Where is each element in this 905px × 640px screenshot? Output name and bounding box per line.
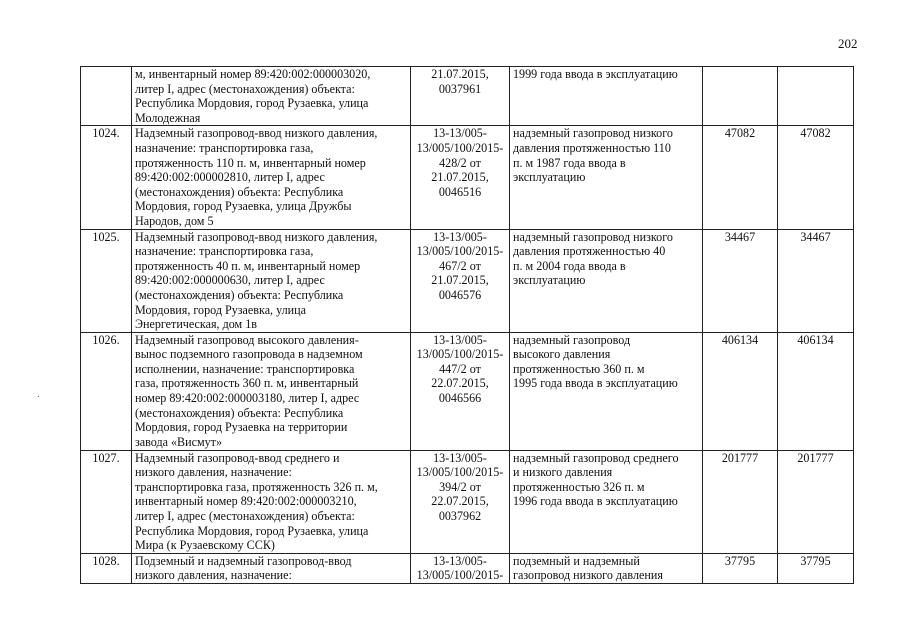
registration-record (411, 229, 510, 332)
object-characteristics-line: протяженностью 326 п. м (513, 479, 645, 494)
object-description-line: номер 89:420:002:000003180, литер I, адрес (135, 391, 360, 406)
object-characteristics-line: эксплуатацию (513, 170, 586, 185)
object-characteristics-line: 1996 года ввода в эксплуатацию (513, 494, 678, 509)
registration-record-line: 21.07.2015, (431, 67, 489, 81)
table-row (81, 450, 854, 553)
object-description-line: (местонахождения) объекта: Республика (135, 405, 344, 420)
table-body (81, 67, 854, 584)
object-characteristics (510, 332, 703, 450)
object-characteristics-line: надземный газопровод низкого (513, 126, 673, 141)
book-value: 406134 (703, 332, 778, 450)
object-description-line: протяженность 110 п. м, инвентарный номер (135, 155, 366, 170)
row-number: 1028. (81, 553, 132, 583)
row-number: 1024. (81, 126, 132, 229)
residual-value: 34467 (778, 229, 854, 332)
page-number: 202 (838, 36, 858, 51)
object-characteristics (510, 229, 703, 332)
object-characteristics-line: протяженностью 360 п. м (513, 361, 645, 376)
row-number: 1025. (81, 229, 132, 332)
registration-record-line: 0046516 (438, 184, 482, 199)
object-characteristics-line: надземный газопровод низкого (513, 229, 673, 244)
book-value: 34467 (703, 229, 778, 332)
table-row (81, 229, 854, 332)
registration-record-line: 0037962 (438, 509, 482, 524)
object-description-line: инвентарный номер 89:420:002:000003210, (135, 494, 357, 509)
object-description-line: назначение: транспортировка газа, (135, 244, 314, 259)
object-description-line: литер I, адрес (местонахождения) объекта: (135, 81, 355, 96)
object-characteristics-line: надземный газопровод среднего (513, 450, 679, 465)
object-description-line: 89:420:002:000002810, литер I, адрес (135, 170, 325, 185)
book-value (703, 67, 778, 126)
residual-value: 201777 (778, 450, 854, 553)
object-description-line: Надземный газопровод-ввод среднего и (135, 450, 340, 465)
object-characteristics-line: газопровод низкого давления (513, 568, 663, 583)
object-description (132, 553, 411, 583)
object-description-line: Республика Мордовия, город Рузаевка, улица (135, 96, 369, 111)
object-description-line: Энергетическая, дом 1в (135, 317, 257, 332)
object-characteristics-line: и низкого давления (513, 465, 613, 480)
table-row (81, 126, 854, 229)
registration-record (411, 553, 510, 583)
object-description (132, 450, 411, 553)
object-description-line: назначение: транспортировка газа, (135, 140, 314, 155)
object-description-line: исполнении, назначение: транспортировка (135, 361, 355, 376)
object-characteristics-line: 1999 года ввода в эксплуатацию (513, 67, 678, 81)
object-characteristics (510, 553, 703, 583)
book-value: 201777 (703, 450, 778, 553)
object-description-line: (местонахождения) объекта: Республика (135, 287, 344, 302)
registration-record-line: 13-13/005- (433, 332, 487, 347)
registration-record-line: 21.07.2015, (431, 170, 489, 185)
object-characteristics-line: надземный газопровод (513, 332, 631, 347)
registration-record (411, 332, 510, 450)
registration-record-line: 467/2 от (439, 258, 481, 273)
object-description-line: Надземный газопровод-ввод низкого давления, (135, 229, 378, 244)
object-description-line: 89:420:002:000000630, литер I, адрес (135, 273, 325, 288)
object-characteristics (510, 67, 703, 126)
object-characteristics-line: высокого давления (513, 347, 611, 362)
residual-value: 37795 (778, 553, 854, 583)
object-description-line: Мордовия, город Рузаевка, улица (135, 302, 306, 317)
object-characteristics (510, 126, 703, 229)
registration-record (411, 67, 510, 126)
object-characteristics (510, 450, 703, 553)
object-description-line: низкого давления, назначение: (135, 568, 292, 583)
registration-record-line: 13/005/100/2015- (416, 140, 504, 155)
registration-record-line: 22.07.2015, (431, 494, 489, 509)
registration-record-line: 0037961 (438, 81, 482, 96)
table-row (81, 553, 854, 583)
book-value: 37795 (703, 553, 778, 583)
object-description-line: м, инвентарный номер 89:420:002:000003020, (135, 67, 371, 81)
registration-record-line: 13/005/100/2015- (416, 347, 504, 362)
object-characteristics-line: п. м 1987 года ввода в (513, 155, 626, 170)
registration-record-line: 428/2 от (439, 155, 481, 170)
registration-record-line: 13/005/100/2015- (416, 465, 504, 480)
object-description-line: Подземный и надземный газопровод-ввод (135, 553, 352, 568)
object-description-line: завода «Висмут» (135, 434, 223, 449)
object-description-line: литер I, адрес (местонахождения) объекта: (135, 509, 355, 524)
row-number (81, 67, 132, 126)
object-description-line: газа, протяженность 360 п. м, инвентарный (135, 376, 359, 391)
registration-record-line: 447/2 от (439, 361, 481, 376)
registration-record (411, 450, 510, 553)
registration-record-line: 13-13/005- (433, 229, 487, 244)
object-description-line: Мордовия, город Рузаевка на территории (135, 420, 348, 435)
object-description-line: (местонахождения) объекта: Республика (135, 184, 344, 199)
object-description-line: Надземный газопровод-ввод низкого давления, (135, 126, 378, 141)
object-characteristics-line: 1995 года ввода в эксплуатацию (513, 376, 678, 391)
object-description-line: Молодежная (135, 110, 201, 125)
object-description (132, 229, 411, 332)
book-value: 47082 (703, 126, 778, 229)
object-description-line: транспортировка газа, протяженность 326 п. м, (135, 479, 378, 494)
table-row (81, 67, 854, 126)
object-description (132, 67, 411, 126)
registration-record-line: 22.07.2015, (431, 376, 489, 391)
object-description-line: протяженность 40 п. м, инвентарный номер (135, 258, 361, 273)
object-description-line: Республика Мордовия, город Рузаевка, улица (135, 523, 369, 538)
registration-record-line: 13-13/005- (433, 553, 487, 568)
property-register-table (80, 66, 854, 584)
object-characteristics-line: подземный и надземный (513, 553, 640, 568)
residual-value: 47082 (778, 126, 854, 229)
object-description (132, 332, 411, 450)
object-description-line: Мордовия, город Рузаевка, улица Дружбы (135, 199, 352, 214)
residual-value: 406134 (778, 332, 854, 450)
object-characteristics-line: п. м 2004 года ввода в (513, 258, 626, 273)
object-description-line: Народов, дом 5 (135, 213, 214, 228)
registration-record-line: 21.07.2015, (431, 273, 489, 288)
registration-record-line: 13-13/005- (433, 450, 487, 465)
registration-record-line: 0046566 (438, 391, 482, 406)
object-description-line: вынос подземного газопровода в надземном (135, 347, 363, 362)
registration-record-line: 13/005/100/2015- (416, 568, 504, 583)
object-description-line: Надземный газопровод высокого давления- (135, 332, 359, 347)
residual-value (778, 67, 854, 126)
object-characteristics-line: эксплуатацию (513, 273, 586, 288)
registration-record-line: 0046576 (438, 287, 482, 302)
registration-record-line: 13/005/100/2015- (416, 244, 504, 259)
object-characteristics-line: давления протяженностью 40 (513, 244, 666, 259)
object-description (132, 126, 411, 229)
registration-record (411, 126, 510, 229)
registration-record-line: 394/2 от (439, 479, 481, 494)
object-description-line: Мира (к Рузаевскому ССК) (135, 538, 275, 553)
row-number: 1026. (81, 332, 132, 450)
object-description-line: низкого давления, назначение: (135, 465, 292, 480)
object-characteristics-line: давления протяженностью 110 (513, 140, 671, 155)
registration-record-line: 13-13/005- (433, 126, 487, 141)
row-number: 1027. (81, 450, 132, 553)
margin-mark: . (37, 388, 40, 400)
table-row (81, 332, 854, 450)
